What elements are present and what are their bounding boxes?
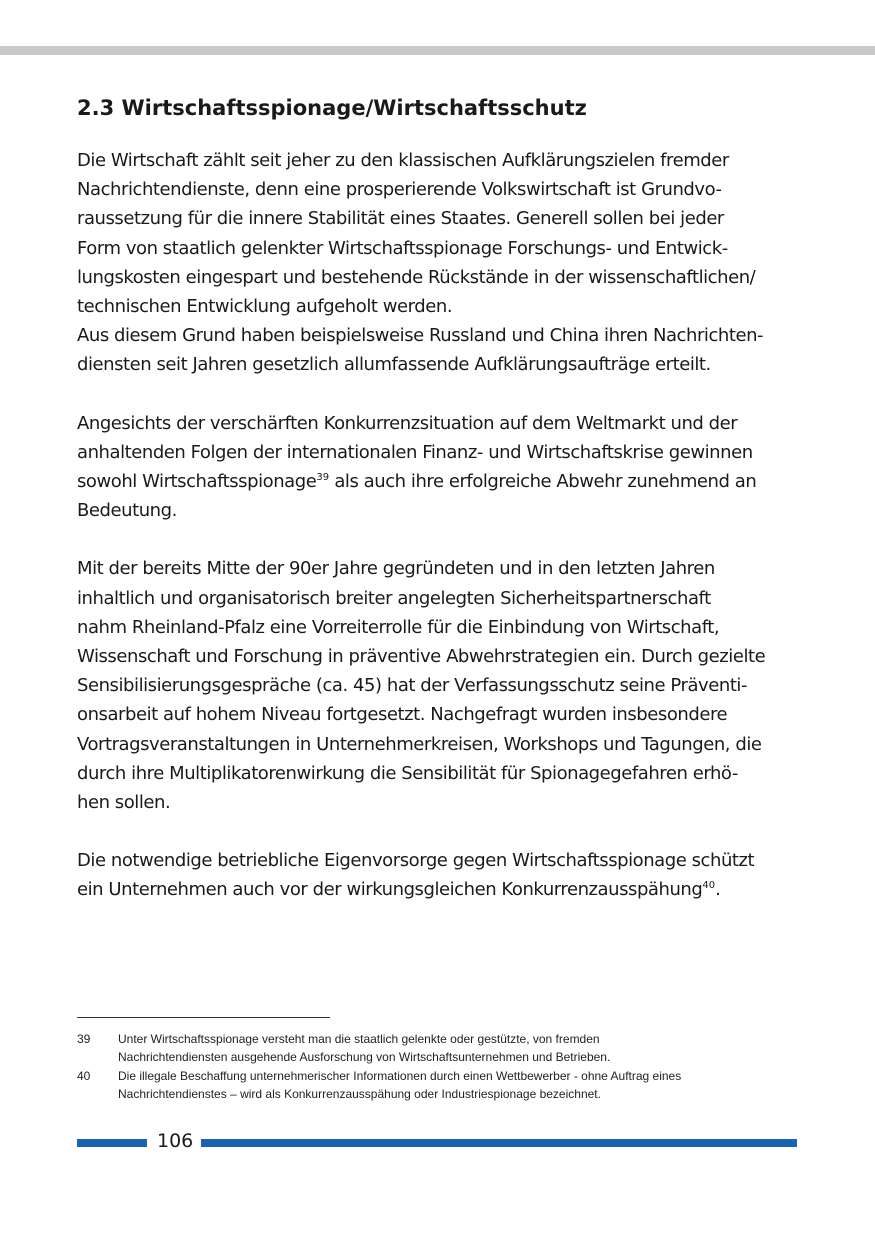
- text-line: Nachrichtendienste, denn eine prosperierende Volkswirtschaft ist Grundvo-: [77, 179, 722, 201]
- footnote-40: [77, 1067, 802, 1103]
- text-line: Die notwendige betriebliche Eigenvorsorge gegen Wirtschaftsspionage schützt: [77, 850, 755, 872]
- text-line: Angesichts der verschärften Konkurrenzsituation auf dem Weltmarkt und der: [77, 412, 738, 434]
- footer-bar-right: [201, 1139, 797, 1147]
- text-line: technischen Entwicklung aufgeholt werden.: [77, 296, 453, 318]
- text-line: Vortragsveranstaltungen in Unternehmerkreisen, Workshops und Tagungen, die: [77, 733, 762, 755]
- text-segment: als auch ihre erfolgreiche Abwehr zunehmend an: [329, 471, 757, 493]
- text-line: durch ihre Multiplikatorenwirkung die Sensibilität für Spionagegefahren erhö-: [77, 762, 738, 784]
- text-line: Mit der bereits Mitte der 90er Jahre gegründeten und in den letzten Jahren: [77, 558, 715, 580]
- paragraph-4: [77, 846, 802, 904]
- paragraph-1: [77, 146, 802, 380]
- text-segment: .: [715, 879, 721, 901]
- footnote-number: 39: [77, 1032, 91, 1046]
- text-line: diensten seit Jahren gesetzlich allumfassende Aufklärungsaufträge erteilt.: [77, 354, 711, 376]
- text-line: inhaltlich und organisatorisch breiter angelegten Sicherheitspartnerschaft: [77, 587, 711, 609]
- footnote-line: Nachrichtendiensten ausgehende Ausforschung von Wirtschaftsunternehmen und Betrieben.: [118, 1050, 611, 1064]
- text-line: [77, 875, 802, 904]
- text-line: Form von staatlich gelenkter Wirtschaftsspionage Forschungs- und Entwick-: [77, 237, 728, 259]
- page-footer: [77, 1128, 797, 1154]
- text-line: nahm Rheinland-Pfalz eine Vorreiterrolle für die Einbindung von Wirtschaft,: [77, 616, 720, 638]
- page-number: 106: [157, 1130, 194, 1152]
- text-line: Sensibilisierungsgespräche (ca. 45) hat der Verfassungsschutz seine Präventi-: [77, 675, 748, 697]
- paragraph-3: [77, 554, 802, 817]
- footnote-39: [77, 1030, 802, 1066]
- text-line: onsarbeit auf hohem Niveau fortgesetzt. Nachgefragt wurden insbesondere: [77, 704, 728, 726]
- footnote-number: 40: [77, 1069, 91, 1083]
- footnote-line: Unter Wirtschaftsspionage versteht man die staatlich gelenkte oder gestützte, von fremden: [118, 1032, 600, 1046]
- text-line: anhaltenden Folgen der internationalen Finanz- und Wirtschaftskrise gewinnen: [77, 441, 753, 463]
- text-line: [77, 467, 802, 496]
- text-line: Wissenschaft und Forschung in präventive Abwehrstrategien ein. Durch gezielte: [77, 646, 766, 668]
- footnote-line: Die illegale Beschaffung unternehmerischer Informationen durch einen Wettbewerber - ohne Auftrag eines: [118, 1069, 682, 1083]
- footnote-line: Nachrichtendienstes – wird als Konkurrenzausspähung oder Industriespionage bezeichnet.: [118, 1087, 601, 1101]
- text-line: raussetzung für die innere Stabilität eines Staates. Generell sollen bei jeder: [77, 208, 724, 230]
- text-line: lungskosten eingespart und bestehende Rückstände in der wissenschaftlichen/: [77, 266, 756, 288]
- footnote-ref-40[interactable]: 40: [702, 880, 716, 892]
- footnote-ref-39[interactable]: 39: [316, 472, 330, 484]
- text-segment: sowohl Wirtschaftsspionage: [77, 471, 317, 493]
- footnote-separator: [77, 1017, 330, 1018]
- footnote-text: [118, 1067, 681, 1103]
- footer-bar-left: [77, 1139, 147, 1147]
- text-line: Aus diesem Grund haben beispielsweise Russland und China ihren Nachrichten-: [77, 325, 764, 347]
- top-rule: [0, 46, 875, 55]
- paragraph-2: [77, 409, 802, 526]
- text-line: Bedeutung.: [77, 500, 177, 522]
- page-content: [77, 92, 802, 934]
- section-heading: 2.3 Wirtschaftsspionage/Wirtschaftsschutz: [77, 96, 587, 120]
- text-line: Die Wirtschaft zählt seit jeher zu den klassischen Aufklärungszielen fremder: [77, 150, 729, 171]
- text-line: hen sollen.: [77, 792, 171, 814]
- footnote-text: [118, 1030, 610, 1066]
- text-segment: ein Unternehmen auch vor der wirkungsgleichen Konkurrenzausspähung: [77, 879, 703, 901]
- footnotes: [77, 1030, 802, 1104]
